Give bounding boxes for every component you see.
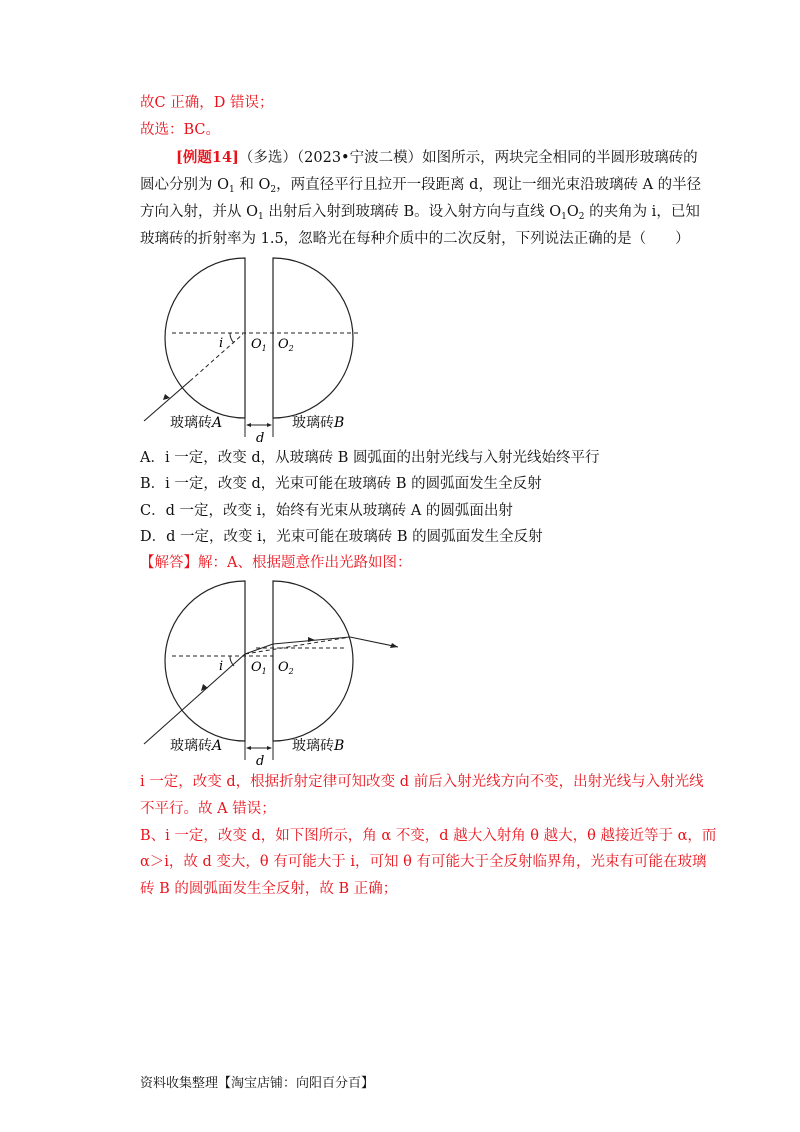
label-brick-b: 玻璃砖B (292, 415, 345, 431)
answer-a-line-2: 不平行。故 A 错误； (140, 801, 276, 817)
question-tag: [例题14] (176, 149, 239, 166)
exit-ray (350, 637, 398, 647)
q3-text-b: 出射后入射到玻璃砖 B。设入射方向与直线 O (263, 204, 562, 220)
glass-brick-a-2 (165, 581, 245, 741)
figure-1 (130, 255, 380, 445)
q2-text-c: ，两直径平行且拉开一段距离 d，现让一细光束沿玻璃砖 A 的半径 (276, 177, 702, 193)
answer-b-line-2: α＞i，故 d 变大，θ 有可能大于 i，可知 θ 有可能大于全反射临界角，光束有可能在玻璃 (140, 854, 707, 870)
label-i: i (219, 336, 224, 351)
incident-ray-2 (144, 654, 245, 744)
q2-text-b: 和 O (234, 177, 271, 193)
label-d-2: d (256, 754, 265, 768)
dashed-extension (245, 637, 350, 654)
q3-sub-1: 1 (258, 212, 264, 222)
d-arrow-right-icon (267, 423, 272, 427)
d-arrow-left-icon-2 (246, 746, 251, 750)
angle-arc (230, 333, 234, 343)
label-brick-a: 玻璃砖A (170, 415, 223, 431)
q2-text-a: 圆心分别为 O (140, 177, 229, 193)
question-line-3 (140, 202, 700, 227)
label-d: d (256, 431, 265, 445)
option-c[interactable]: C．d 一定，改变 i，始终有光束从玻璃砖 A 的圆弧面出射 (140, 503, 513, 519)
answer-tag: 【解答】 (140, 555, 198, 571)
q3-sub-3: 2 (578, 212, 585, 222)
label-o2-2: $O_2$ (278, 660, 294, 676)
page-footer: 资料收集整理【淘宝店铺：向阳百分百】 (140, 1076, 375, 1091)
d-arrow-right-icon-2 (267, 746, 272, 750)
label-o1-2: $O_1$ (251, 660, 267, 676)
q2-sub-1: 1 (229, 185, 235, 195)
label-o2: $O_2$ (278, 337, 294, 353)
glass-brick-a (165, 258, 245, 418)
label-o1: $O_1$ (251, 337, 267, 353)
q3-sub-2: 1 (561, 212, 567, 222)
option-a[interactable]: A．i 一定，改变 d，从玻璃砖 B 圆弧面的出射光线与入射光线始终平行 (140, 450, 600, 466)
question-intro-text: （多选）（2023•宁波二模）如图所示，两块完全相同的半圆形玻璃砖的 (238, 150, 698, 166)
label-i-2: i (219, 659, 224, 674)
incident-ray-dashed (190, 334, 243, 381)
figure-2 (130, 578, 420, 768)
answer-b-line-1: B、i 一定，改变 d，如下图所示，角 α 不变，d 越大入射角 θ 越大，θ 越接近等于 α，而 (140, 828, 717, 844)
q3-text-a: 方向入射，并从 O (140, 204, 258, 220)
d-arrow-left-icon (246, 423, 251, 427)
answer-header (140, 553, 411, 573)
question-line-4: 玻璃砖的折射率为 1.5，忽略光在每种介质中的二次反射，下列说法正确的是（ ） (140, 231, 690, 247)
gap-ray (245, 644, 273, 654)
option-b[interactable]: B．i 一定，改变 d，光束可能在玻璃砖 B 的圆弧面发生全反射 (140, 476, 542, 492)
label-brick-b-2: 玻璃砖B (292, 738, 345, 754)
question-intro (176, 148, 698, 168)
question-line-2 (140, 175, 701, 200)
ray-in-b-arrow-icon (308, 637, 315, 642)
answer-a-line-1: i 一定，改变 d，根据折射定律可知改变 d 前后入射光线方向不变，出射光线与入射光线 (140, 774, 704, 790)
q3-text-d: 的夹角为 i，已知 (584, 204, 700, 220)
solution-line-c-d: 故C 正确，D 错误； (140, 95, 274, 111)
q3-text-c: O (566, 204, 579, 220)
option-d[interactable]: D．d 一定，改变 i，光束可能在玻璃砖 B 的圆弧面发生全反射 (140, 529, 543, 545)
answer-intro: 解：A、根据题意作出光路如图： (198, 555, 412, 571)
answer-choice-line: 故选：BC。 (140, 122, 221, 138)
q2-sub-2: 2 (270, 185, 277, 195)
label-brick-a-2: 玻璃砖A (170, 738, 223, 754)
answer-b-line-3: 砖 B 的圆弧面发生全反射，故 B 正确； (140, 881, 398, 897)
